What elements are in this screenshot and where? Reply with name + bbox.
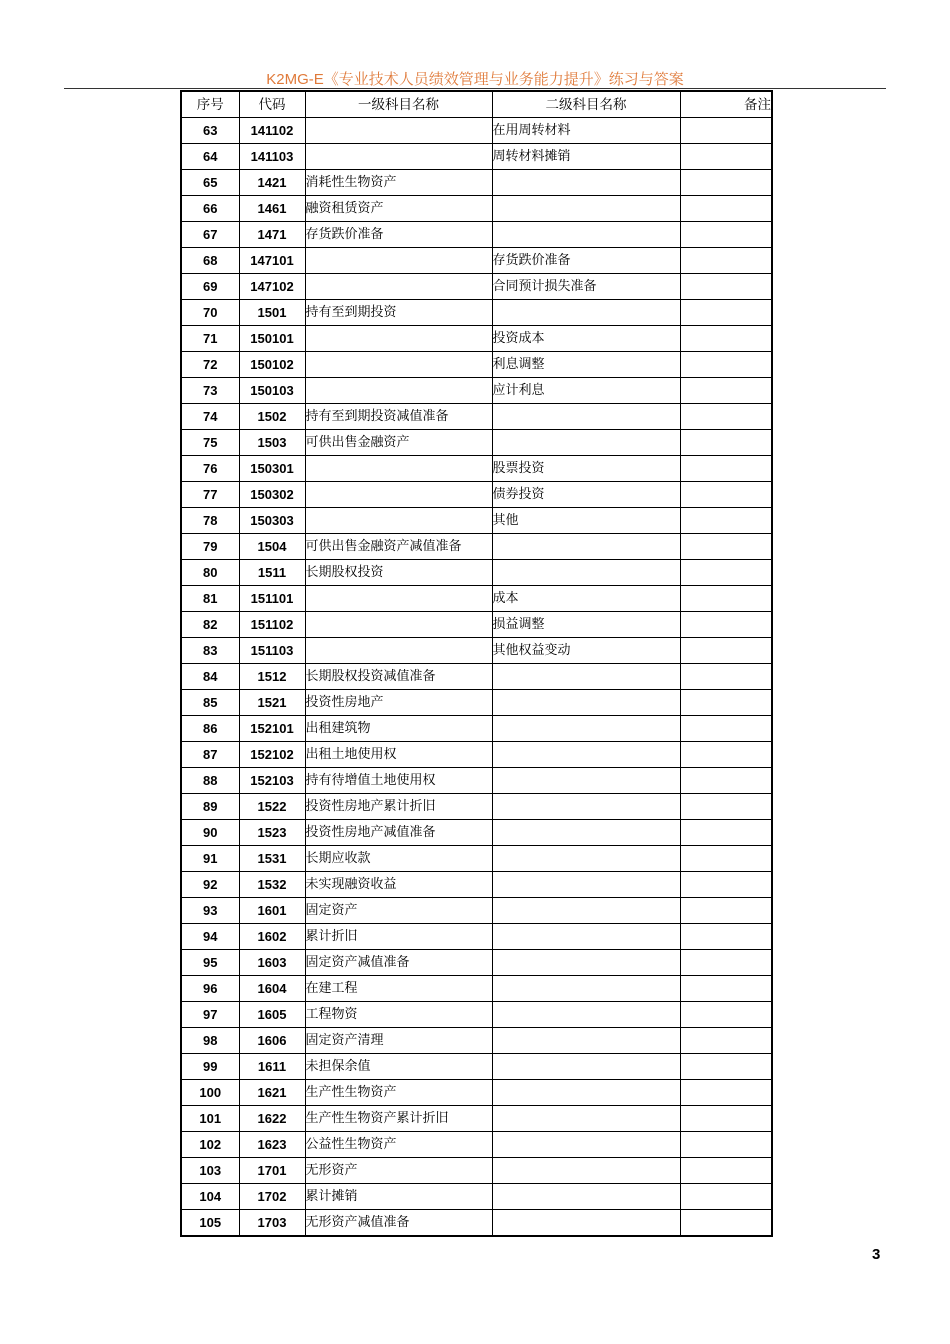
cell-level2-name xyxy=(492,846,680,872)
cell-remark xyxy=(680,274,772,300)
cell-level2-name xyxy=(492,690,680,716)
cell-code: 151103 xyxy=(239,638,305,664)
table-row xyxy=(181,664,772,690)
cell-code: 150302 xyxy=(239,482,305,508)
cell-level1-name: 可供出售金融资产减值准备 xyxy=(305,534,492,560)
cell-level2-name: 存货跌价准备 xyxy=(492,248,680,274)
cell-code: 1501 xyxy=(239,300,305,326)
cell-code: 1522 xyxy=(239,794,305,820)
cell-code: 1521 xyxy=(239,690,305,716)
cell-level1-name: 出租建筑物 xyxy=(305,716,492,742)
cell-level2-name: 损益调整 xyxy=(492,612,680,638)
cell-remark xyxy=(680,1106,772,1132)
cell-level1-name: 生产性生物资产 xyxy=(305,1080,492,1106)
cell-level2-name xyxy=(492,664,680,690)
cell-code: 151101 xyxy=(239,586,305,612)
table-row xyxy=(181,1054,772,1080)
cell-remark xyxy=(680,1184,772,1210)
cell-remark xyxy=(680,846,772,872)
cell-level1-name xyxy=(305,482,492,508)
cell-level1-name xyxy=(305,456,492,482)
cell-level2-name xyxy=(492,1132,680,1158)
table-row xyxy=(181,1080,772,1106)
table-row xyxy=(181,768,772,794)
cell-remark xyxy=(680,300,772,326)
cell-seq: 73 xyxy=(181,378,239,404)
column-header-seq: 序号 xyxy=(181,91,239,118)
cell-seq: 66 xyxy=(181,196,239,222)
cell-remark xyxy=(680,1158,772,1184)
cell-level1-name: 长期股权投资 xyxy=(305,560,492,586)
cell-seq: 93 xyxy=(181,898,239,924)
cell-seq: 85 xyxy=(181,690,239,716)
table-row xyxy=(181,638,772,664)
cell-remark xyxy=(680,1210,772,1237)
cell-level2-name xyxy=(492,560,680,586)
cell-seq: 98 xyxy=(181,1028,239,1054)
cell-level2-name xyxy=(492,1002,680,1028)
cell-level1-name: 投资性房地产减值准备 xyxy=(305,820,492,846)
cell-code: 1622 xyxy=(239,1106,305,1132)
table-row xyxy=(181,144,772,170)
cell-remark xyxy=(680,170,772,196)
cell-level1-name: 无形资产减值准备 xyxy=(305,1210,492,1237)
cell-remark xyxy=(680,326,772,352)
table-row xyxy=(181,898,772,924)
cell-remark xyxy=(680,508,772,534)
table-row xyxy=(181,326,772,352)
cell-level2-name xyxy=(492,404,680,430)
cell-code: 147101 xyxy=(239,248,305,274)
cell-level1-name: 固定资产减值准备 xyxy=(305,950,492,976)
cell-remark xyxy=(680,560,772,586)
cell-remark xyxy=(680,1080,772,1106)
cell-seq: 99 xyxy=(181,1054,239,1080)
cell-level1-name xyxy=(305,612,492,638)
cell-remark xyxy=(680,430,772,456)
cell-code: 141102 xyxy=(239,118,305,144)
cell-remark xyxy=(680,690,772,716)
table-row xyxy=(181,508,772,534)
cell-remark xyxy=(680,196,772,222)
cell-level1-name xyxy=(305,508,492,534)
cell-remark xyxy=(680,1002,772,1028)
cell-level1-name: 未担保余值 xyxy=(305,1054,492,1080)
cell-remark xyxy=(680,378,772,404)
cell-level2-name xyxy=(492,872,680,898)
cell-level1-name: 存货跌价准备 xyxy=(305,222,492,248)
cell-level1-name xyxy=(305,378,492,404)
cell-seq: 63 xyxy=(181,118,239,144)
cell-level1-name: 出租土地使用权 xyxy=(305,742,492,768)
cell-code: 1701 xyxy=(239,1158,305,1184)
cell-remark xyxy=(680,872,772,898)
cell-level2-name xyxy=(492,794,680,820)
cell-level2-name: 其他权益变动 xyxy=(492,638,680,664)
cell-code: 1611 xyxy=(239,1054,305,1080)
cell-level1-name: 持有至到期投资减值准备 xyxy=(305,404,492,430)
cell-code: 1523 xyxy=(239,820,305,846)
cell-level2-name xyxy=(492,1184,680,1210)
cell-remark xyxy=(680,404,772,430)
cell-remark xyxy=(680,586,772,612)
cell-level2-name xyxy=(492,1106,680,1132)
cell-seq: 87 xyxy=(181,742,239,768)
cell-seq: 80 xyxy=(181,560,239,586)
cell-remark xyxy=(680,664,772,690)
cell-code: 150301 xyxy=(239,456,305,482)
table-row xyxy=(181,794,772,820)
cell-remark xyxy=(680,924,772,950)
table-row xyxy=(181,378,772,404)
cell-level1-name: 未实现融资收益 xyxy=(305,872,492,898)
table-row xyxy=(181,118,772,144)
cell-level2-name xyxy=(492,950,680,976)
table-row xyxy=(181,1028,772,1054)
cell-remark xyxy=(680,456,772,482)
cell-seq: 90 xyxy=(181,820,239,846)
cell-seq: 82 xyxy=(181,612,239,638)
cell-code: 1605 xyxy=(239,1002,305,1028)
table-row xyxy=(181,248,772,274)
table-row xyxy=(181,534,772,560)
column-header-level1: 一级科目名称 xyxy=(305,91,492,118)
cell-remark xyxy=(680,950,772,976)
cell-level2-name xyxy=(492,742,680,768)
cell-code: 152102 xyxy=(239,742,305,768)
cell-level1-name xyxy=(305,352,492,378)
table-row xyxy=(181,820,772,846)
cell-code: 147102 xyxy=(239,274,305,300)
cell-seq: 70 xyxy=(181,300,239,326)
cell-seq: 102 xyxy=(181,1132,239,1158)
cell-remark xyxy=(680,742,772,768)
cell-level2-name xyxy=(492,1054,680,1080)
cell-remark xyxy=(680,820,772,846)
cell-code: 1531 xyxy=(239,846,305,872)
cell-seq: 64 xyxy=(181,144,239,170)
page-number: 3 xyxy=(872,1246,881,1263)
cell-code: 150101 xyxy=(239,326,305,352)
cell-seq: 68 xyxy=(181,248,239,274)
cell-remark xyxy=(680,1054,772,1080)
cell-code: 1532 xyxy=(239,872,305,898)
cell-level2-name xyxy=(492,768,680,794)
table-row xyxy=(181,404,772,430)
table-row xyxy=(181,846,772,872)
cell-remark xyxy=(680,898,772,924)
cell-level2-name xyxy=(492,170,680,196)
cell-level2-name xyxy=(492,924,680,950)
cell-level2-name xyxy=(492,430,680,456)
table-row xyxy=(181,1184,772,1210)
cell-code: 150102 xyxy=(239,352,305,378)
table-row xyxy=(181,352,772,378)
cell-level2-name xyxy=(492,1080,680,1106)
cell-code: 1512 xyxy=(239,664,305,690)
cell-seq: 103 xyxy=(181,1158,239,1184)
cell-code: 1604 xyxy=(239,976,305,1002)
cell-level1-name xyxy=(305,118,492,144)
cell-seq: 81 xyxy=(181,586,239,612)
cell-code: 1603 xyxy=(239,950,305,976)
cell-seq: 86 xyxy=(181,716,239,742)
cell-level1-name xyxy=(305,144,492,170)
cell-remark xyxy=(680,248,772,274)
account-subject-table xyxy=(180,90,773,1237)
cell-level1-name: 消耗性生物资产 xyxy=(305,170,492,196)
cell-level1-name: 在建工程 xyxy=(305,976,492,1002)
cell-remark xyxy=(680,222,772,248)
table-row xyxy=(181,1210,772,1237)
cell-level1-name xyxy=(305,248,492,274)
cell-seq: 79 xyxy=(181,534,239,560)
cell-seq: 75 xyxy=(181,430,239,456)
cell-level2-name xyxy=(492,820,680,846)
cell-level1-name: 固定资产清理 xyxy=(305,1028,492,1054)
table-row xyxy=(181,1106,772,1132)
cell-level1-name: 生产性生物资产累计折旧 xyxy=(305,1106,492,1132)
cell-remark xyxy=(680,638,772,664)
table-row xyxy=(181,872,772,898)
table-row xyxy=(181,976,772,1002)
table-row xyxy=(181,716,772,742)
cell-seq: 69 xyxy=(181,274,239,300)
cell-level1-name xyxy=(305,638,492,664)
cell-level2-name: 应计利息 xyxy=(492,378,680,404)
cell-level1-name: 长期股权投资减值准备 xyxy=(305,664,492,690)
table-row xyxy=(181,1002,772,1028)
table-row xyxy=(181,196,772,222)
cell-seq: 84 xyxy=(181,664,239,690)
cell-level2-name xyxy=(492,976,680,1002)
table-row xyxy=(181,612,772,638)
cell-remark xyxy=(680,352,772,378)
cell-level1-name: 累计摊销 xyxy=(305,1184,492,1210)
cell-code: 1503 xyxy=(239,430,305,456)
table-row xyxy=(181,586,772,612)
cell-code: 1511 xyxy=(239,560,305,586)
table-row xyxy=(181,456,772,482)
cell-code: 1606 xyxy=(239,1028,305,1054)
column-header-remark: 备注 xyxy=(680,91,772,118)
cell-code: 1703 xyxy=(239,1210,305,1237)
cell-remark xyxy=(680,144,772,170)
cell-level1-name xyxy=(305,274,492,300)
cell-seq: 78 xyxy=(181,508,239,534)
cell-level2-name: 周转材料摊销 xyxy=(492,144,680,170)
cell-seq: 77 xyxy=(181,482,239,508)
table-row xyxy=(181,300,772,326)
table-row xyxy=(181,924,772,950)
cell-seq: 95 xyxy=(181,950,239,976)
cell-level2-name: 成本 xyxy=(492,586,680,612)
cell-remark xyxy=(680,716,772,742)
table-row xyxy=(181,482,772,508)
cell-remark xyxy=(680,118,772,144)
cell-code: 150103 xyxy=(239,378,305,404)
cell-level2-name xyxy=(492,898,680,924)
cell-seq: 89 xyxy=(181,794,239,820)
cell-level2-name: 投资成本 xyxy=(492,326,680,352)
table-header-row xyxy=(181,91,772,118)
table-body xyxy=(181,118,772,1237)
cell-code: 150303 xyxy=(239,508,305,534)
column-header-code: 代码 xyxy=(239,91,305,118)
cell-level1-name: 固定资产 xyxy=(305,898,492,924)
cell-seq: 71 xyxy=(181,326,239,352)
cell-level1-name: 持有待增值土地使用权 xyxy=(305,768,492,794)
cell-level2-name xyxy=(492,716,680,742)
cell-level1-name: 无形资产 xyxy=(305,1158,492,1184)
cell-level2-name xyxy=(492,300,680,326)
cell-level2-name xyxy=(492,222,680,248)
table-row xyxy=(181,222,772,248)
cell-level2-name xyxy=(492,534,680,560)
cell-remark xyxy=(680,976,772,1002)
cell-seq: 96 xyxy=(181,976,239,1002)
cell-code: 141103 xyxy=(239,144,305,170)
cell-seq: 83 xyxy=(181,638,239,664)
cell-level1-name: 投资性房地产累计折旧 xyxy=(305,794,492,820)
cell-level2-name: 合同预计损失准备 xyxy=(492,274,680,300)
cell-remark xyxy=(680,768,772,794)
cell-code: 1502 xyxy=(239,404,305,430)
cell-level1-name xyxy=(305,586,492,612)
cell-code: 152101 xyxy=(239,716,305,742)
cell-code: 1623 xyxy=(239,1132,305,1158)
cell-level1-name: 工程物资 xyxy=(305,1002,492,1028)
cell-code: 1602 xyxy=(239,924,305,950)
table-row xyxy=(181,170,772,196)
table-row xyxy=(181,742,772,768)
cell-seq: 72 xyxy=(181,352,239,378)
cell-remark xyxy=(680,1028,772,1054)
cell-remark xyxy=(680,1132,772,1158)
cell-remark xyxy=(680,534,772,560)
cell-remark xyxy=(680,482,772,508)
cell-seq: 76 xyxy=(181,456,239,482)
cell-code: 1601 xyxy=(239,898,305,924)
cell-code: 1471 xyxy=(239,222,305,248)
cell-level1-name: 累计折旧 xyxy=(305,924,492,950)
cell-level1-name: 投资性房地产 xyxy=(305,690,492,716)
column-header-level2: 二级科目名称 xyxy=(492,91,680,118)
cell-level1-name: 公益性生物资产 xyxy=(305,1132,492,1158)
header-rule xyxy=(64,88,886,89)
cell-level2-name: 债券投资 xyxy=(492,482,680,508)
cell-level2-name: 其他 xyxy=(492,508,680,534)
cell-level1-name: 长期应收款 xyxy=(305,846,492,872)
table-row xyxy=(181,274,772,300)
cell-level1-name xyxy=(305,326,492,352)
cell-level2-name xyxy=(492,1210,680,1237)
cell-code: 151102 xyxy=(239,612,305,638)
cell-seq: 91 xyxy=(181,846,239,872)
cell-seq: 94 xyxy=(181,924,239,950)
cell-level2-name: 股票投资 xyxy=(492,456,680,482)
cell-level2-name xyxy=(492,1028,680,1054)
cell-level1-name: 融资租赁资产 xyxy=(305,196,492,222)
cell-level1-name: 可供出售金融资产 xyxy=(305,430,492,456)
table-row xyxy=(181,560,772,586)
cell-remark xyxy=(680,794,772,820)
cell-level2-name: 在用周转材料 xyxy=(492,118,680,144)
table-row xyxy=(181,950,772,976)
cell-level2-name xyxy=(492,196,680,222)
cell-code: 1421 xyxy=(239,170,305,196)
cell-level1-name: 持有至到期投资 xyxy=(305,300,492,326)
cell-seq: 88 xyxy=(181,768,239,794)
cell-seq: 105 xyxy=(181,1210,239,1237)
table-row xyxy=(181,1132,772,1158)
cell-level2-name: 利息调整 xyxy=(492,352,680,378)
cell-code: 1702 xyxy=(239,1184,305,1210)
cell-seq: 65 xyxy=(181,170,239,196)
cell-code: 1621 xyxy=(239,1080,305,1106)
table-row xyxy=(181,430,772,456)
cell-seq: 97 xyxy=(181,1002,239,1028)
cell-remark xyxy=(680,612,772,638)
page-header-title: K2MG-E《专业技术人员绩效管理与业务能力提升》练习与答案 xyxy=(266,71,684,88)
cell-seq: 67 xyxy=(181,222,239,248)
table-row xyxy=(181,1158,772,1184)
cell-seq: 104 xyxy=(181,1184,239,1210)
cell-code: 1504 xyxy=(239,534,305,560)
cell-seq: 101 xyxy=(181,1106,239,1132)
cell-code: 152103 xyxy=(239,768,305,794)
table-row xyxy=(181,690,772,716)
cell-seq: 74 xyxy=(181,404,239,430)
cell-level2-name xyxy=(492,1158,680,1184)
cell-seq: 100 xyxy=(181,1080,239,1106)
cell-seq: 92 xyxy=(181,872,239,898)
cell-code: 1461 xyxy=(239,196,305,222)
